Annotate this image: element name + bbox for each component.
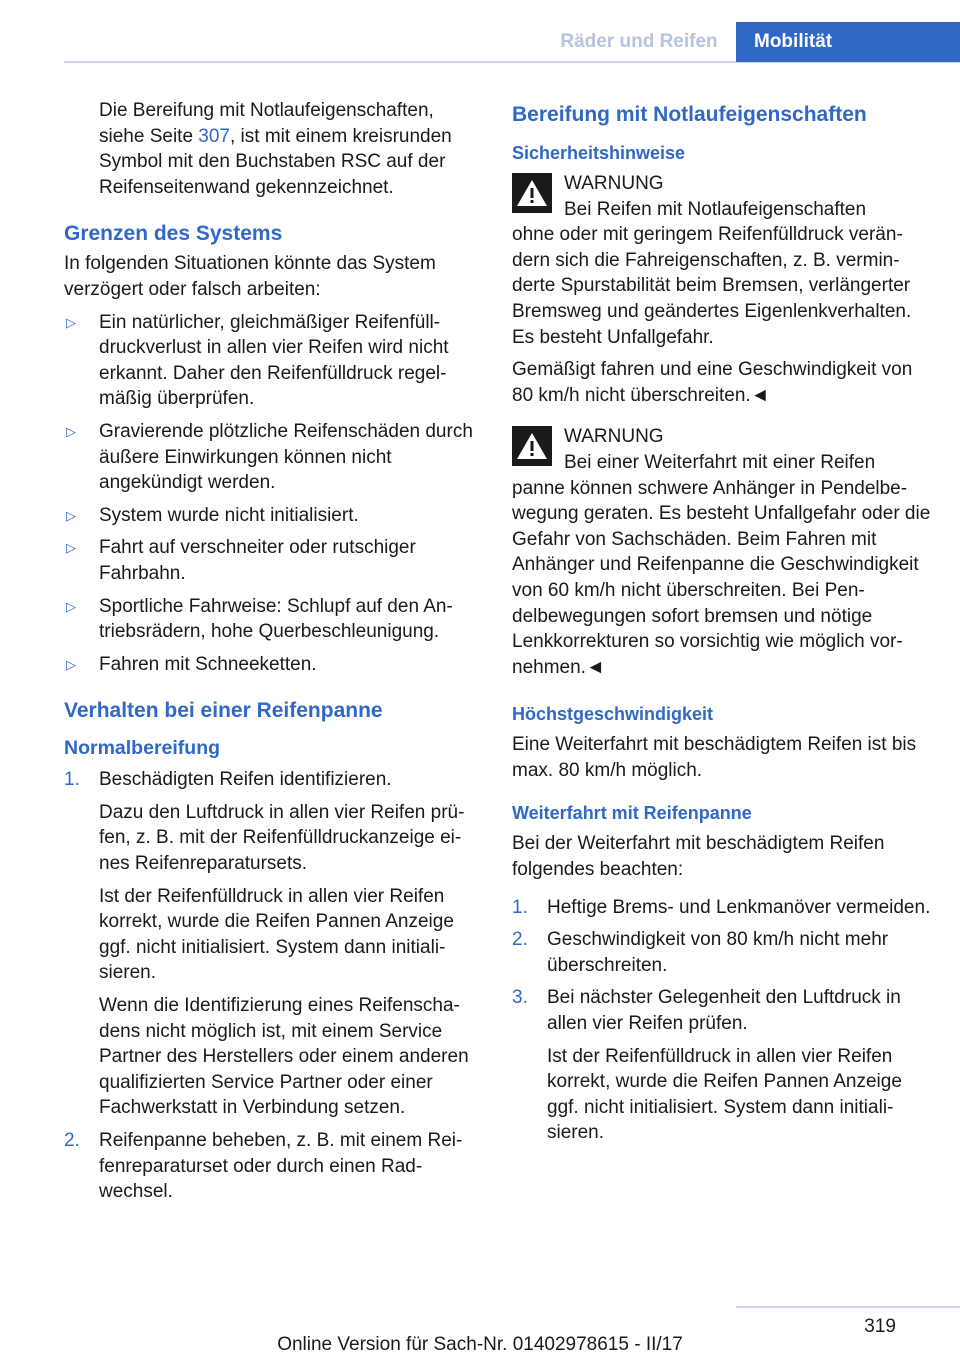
heading-weiterfahrt: Weiterfahrt mit Reifenpanne <box>512 803 752 824</box>
normal-steps-list <box>64 767 478 1205</box>
heading-sicherheitshinweise: Sicherheitshinweise <box>512 143 686 163</box>
step-text: Geschwindigkeit von 80 km/h nicht mehr überschreiten. <box>547 929 889 976</box>
list-item-text: Ein natürlicher, gleichmäßiger Reifenfülldruckverlust in allen vier Reifen wird nicht erkannt. Daher den Reifenfülldruck regelmäßig überprüfen. <box>99 311 449 410</box>
step-item <box>64 767 478 1121</box>
list-item <box>64 652 478 678</box>
list-item-text: Fahrt auf verschneiter oder rutschiger Fahrbahn. <box>99 537 416 584</box>
list-item <box>64 419 478 496</box>
limits-list <box>64 310 478 678</box>
warning-text-first-line: Bei einer Weiterfahrt mit einer Reifen <box>564 451 876 473</box>
warning-block-2 <box>512 424 932 680</box>
step-item <box>512 985 932 1146</box>
warning-block-1 <box>512 171 932 408</box>
step-number: 2. <box>512 929 528 951</box>
intro-text-start: Die Bereifung mit Notlaufeigenschaften, siehe Seite <box>99 100 434 147</box>
tab-mobilitaet[interactable]: Mobilität <box>736 22 960 62</box>
step-text: Dazu den Luftdruck in allen vier Reifen prüfen, z. B. mit der Reifenfülldruckanzeige eines Reifenreparatursets. <box>99 801 465 875</box>
heading-bereifung-notlauf: Bereifung mit Notlaufeigenschaften <box>512 103 867 126</box>
heading-normalbereifung: Normalbereifung <box>64 737 221 760</box>
triangle-bullet-icon: ▷ <box>66 540 76 556</box>
step-number: 1. <box>512 896 528 918</box>
warning-label: WARNUNG <box>564 173 664 194</box>
heading-hoechstgeschwindigkeit: Höchstgeschwindigkeit <box>512 704 714 725</box>
right-column <box>512 98 932 1153</box>
list-item-text: Gravierende plötzliche Reifenschäden durch äußere Einwirkungen können nicht angekündigt werden. <box>99 420 473 494</box>
step-text: Bei nächster Gelegenheit den Luftdruck in allen vier Reifen prüfen. <box>547 987 901 1035</box>
heading-grenzen-des-systems: Grenzen des Systems <box>64 222 283 246</box>
step-item <box>512 927 932 978</box>
page-number: 319 <box>864 1316 896 1337</box>
step-text: Beschädigten Reifen identifizieren. <box>99 769 392 791</box>
list-item-text: Fahren mit Schneeketten. <box>99 653 317 675</box>
list-item-text: System wurde nicht initialisiert. <box>99 504 359 526</box>
step-text: Heftige Brems- und Lenkmanöver vermeiden. <box>547 896 931 918</box>
step-text: Wenn die Identifizierung eines Reifenschadens nicht möglich ist, mit einem Service Partner des Herstellers oder einem anderen qualifizierten Service Partner oder einer Fachwerkstatt in Verbindung setzen. <box>99 995 469 1119</box>
step-item <box>64 1128 478 1205</box>
list-item <box>64 310 478 412</box>
warning-text: ohne oder mit geringem Reifenfülldruck verändern sich die Fahreigenschaften, z. B. verminderte Spurstabilität beim Bremsen, verlängerter Bremsweg und geändertes Eigenlenkverhalten. Es besteht Unfallgefahr. <box>512 224 912 348</box>
warning-triangle-icon <box>512 173 552 213</box>
triangle-bullet-icon: ▷ <box>66 656 76 672</box>
list-item <box>64 503 478 529</box>
page-link-307[interactable]: 307 <box>198 125 230 147</box>
intro-paragraph <box>64 98 478 200</box>
step-number: 2. <box>64 1130 80 1151</box>
online-version-note: Online Version für Sach-Nr. 01402978615 - II/17 <box>277 1334 683 1355</box>
step-number: 3. <box>512 987 528 1009</box>
max-speed-text: Eine Weiterfahrt mit beschädigtem Reifen ist bis max. 80 km/h möglich. <box>512 734 917 781</box>
warning-text-first-line: Bei Reifen mit Notlaufeigenschaften <box>564 198 867 220</box>
step-text: Ist der Reifenfülldruck in allen vier Reifen korrekt, wurde die Reifen Pannen Anzeige ggf. nicht initialisiert. System dann initialisieren. <box>99 885 454 984</box>
warning-text: panne können schwere Anhänger in Pendelbewegung geraten. Es besteht Unfallgefahr oder die Gefahr von Sachschäden. Beim Fahren mit Anhänger und Reifenpanne die Geschwindigkeit von 60 km/h nicht überschreiten. Bei Pendelbewegungen sofort bremsen und nötige Lenkkorrekturen so vorsichtig wie möglich vornehmen.◄ <box>512 477 931 678</box>
footer-rule <box>736 1306 960 1308</box>
warning-text-2: Gemäßigt fahren und eine Geschwindigkeit von 80 km/h nicht überschreiten.◄ <box>512 359 913 406</box>
continue-steps-list <box>512 895 932 1146</box>
triangle-bullet-icon: ▷ <box>66 423 76 439</box>
step-text: Reifenpanne beheben, z. B. mit einem Reifenreparaturset oder durch einen Radwechsel. <box>99 1130 463 1203</box>
warning-label: WARNUNG <box>564 426 664 448</box>
list-item-text: Sportliche Fahrweise: Schlupf auf den Antriebsrädern, hohe Querbeschleunigung. <box>99 595 453 643</box>
left-column <box>64 98 478 1212</box>
list-item <box>64 535 478 586</box>
step-text: Ist der Reifenfülldruck in allen vier Reifen korrekt, wurde die Reifen Pannen Anzeige ggf. nicht initialisiert. System dann initialisieren. <box>547 1045 902 1144</box>
limits-intro: In folgenden Situationen könnte das System verzögert oder falsch arbeiten: <box>64 253 436 300</box>
heading-verhalten-reifenpanne: Verhalten bei einer Reifenpanne <box>64 699 383 723</box>
triangle-bullet-icon: ▷ <box>66 314 76 330</box>
triangle-bullet-icon: ▷ <box>66 598 76 614</box>
list-item <box>64 594 478 645</box>
warning-triangle-icon <box>512 426 552 466</box>
step-item <box>512 895 932 921</box>
intro-text-end: , ist mit einem kreisrunden Symbol mit den Buchstaben RSC auf der Reifenseitenwand gekennzeichnet. <box>99 125 452 198</box>
step-number: 1. <box>64 769 80 791</box>
continue-intro: Bei der Weiterfahrt mit beschädigtem Reifen folgendes beachten: <box>512 833 885 881</box>
tab-raeder-und-reifen[interactable]: Räder und Reifen <box>560 31 718 52</box>
triangle-bullet-icon: ▷ <box>66 507 76 523</box>
